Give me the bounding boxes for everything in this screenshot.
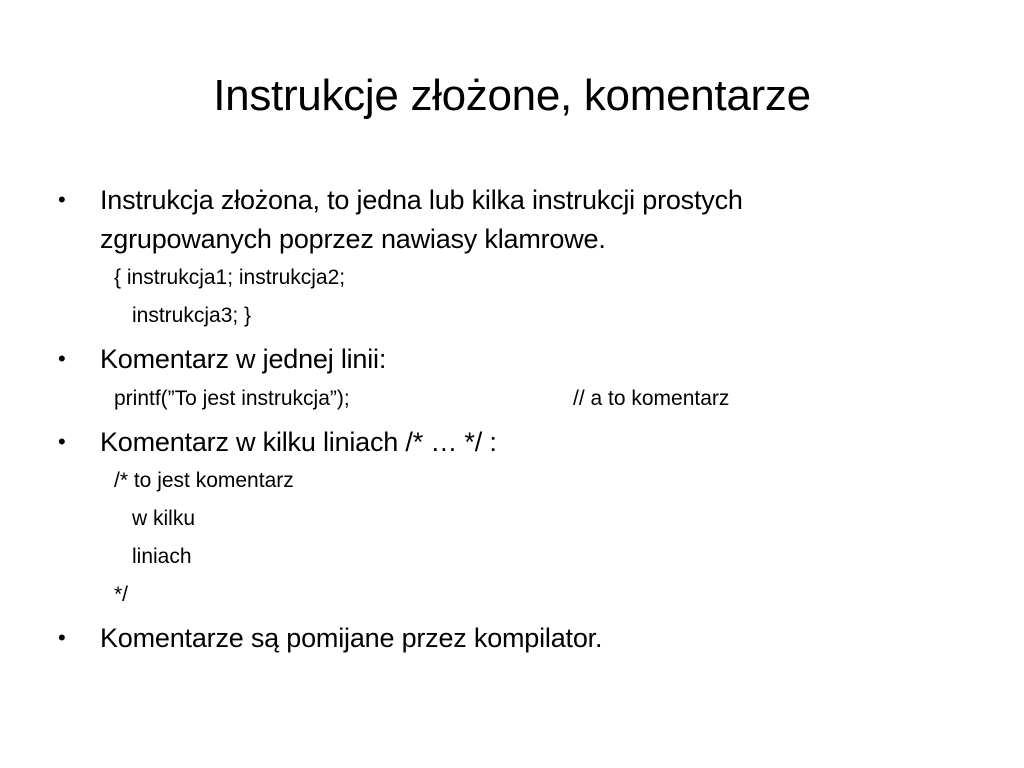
bullet-icon: • [58,187,66,212]
code-line: liniach [132,545,192,568]
bullet-icon: • [58,429,66,454]
bullet-text-line: Komentarz w kilku liniach /* … */ : [100,427,497,457]
code-line: instrukcja3; } [132,304,252,327]
bullet-text-line: zgrupowanych poprzez nawiasy klamrowe. [100,224,606,254]
code-line: */ [114,583,129,606]
bullet-text-line: Komentarze są pomijane przez kompilator. [100,623,603,653]
code-line: w kilku [132,507,196,530]
slide-title: Instrukcje złożone, komentarze [213,71,811,120]
bullet-compound-statement [58,181,743,219]
bullet-icon: • [58,346,66,371]
code-comment: // a to komentarz [573,387,730,410]
bullet-compound-statement-continued [100,220,606,258]
bullet-multi-line-comment [58,423,497,461]
bullet-icon: • [58,625,66,650]
code-line: { instrukcja1; instrukcja2; [114,266,346,289]
code-line: printf(”To jest instrukcja”); [114,387,350,410]
bullet-text-line: Komentarz w jednej linii: [100,344,387,374]
code-line: /* to jest komentarz [114,469,294,492]
bullet-text-line: Instrukcja złożona, to jedna lub kilka instrukcji prostych [100,185,743,215]
bullet-compiler-ignores [58,619,603,657]
bullet-single-line-comment [58,340,387,378]
